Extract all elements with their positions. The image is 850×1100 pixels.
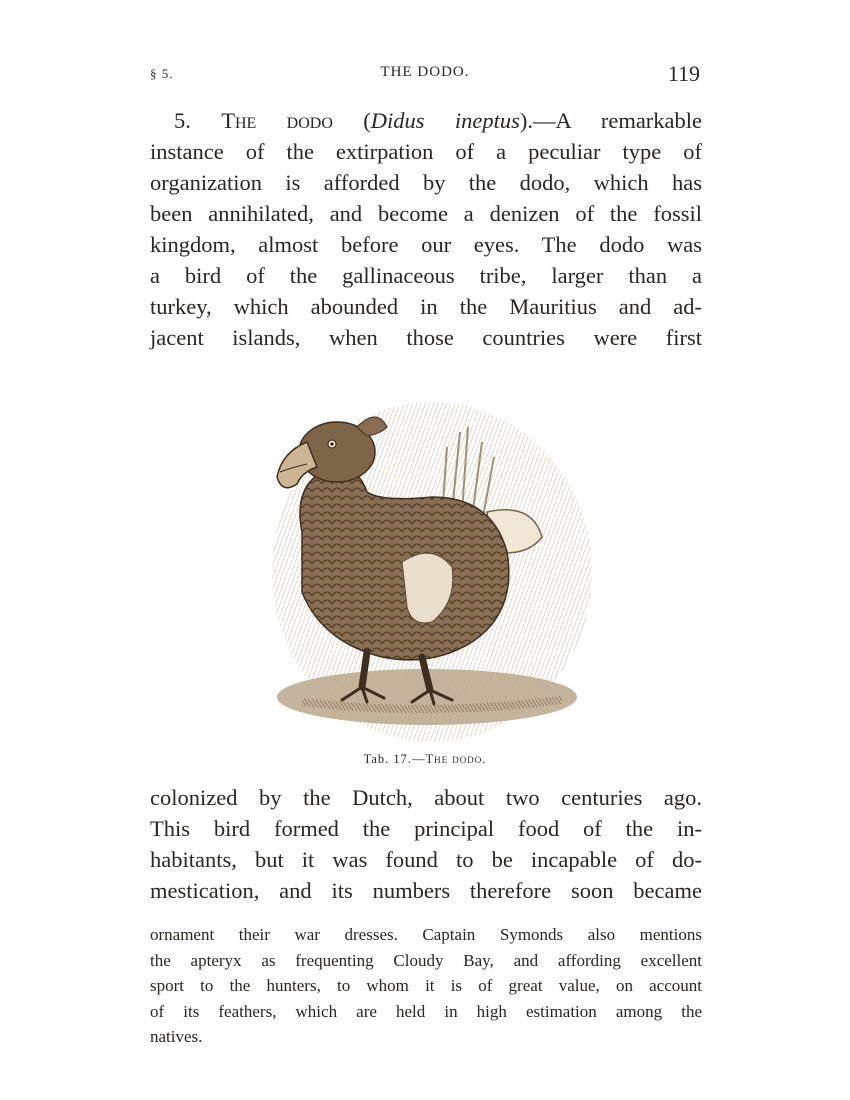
paragraph-number: 5. xyxy=(174,108,191,133)
text-line: colonized by the Dutch, about two centuries ago. xyxy=(150,785,702,810)
dodo-illustration xyxy=(262,372,592,742)
text-line: organization is afforded by the dodo, which has xyxy=(150,170,702,195)
footnote-line: ornament their war dresses. Captain Symonds also mentions xyxy=(150,925,702,944)
running-title: THE DODO. xyxy=(380,64,470,80)
running-header xyxy=(150,61,700,88)
figure-caption xyxy=(150,752,700,767)
species-name: Didus ineptus xyxy=(370,108,520,133)
footnote-line: natives. xyxy=(150,1027,203,1046)
paragraph-first-line xyxy=(150,105,702,136)
paragraph-dodo-continued xyxy=(150,782,702,906)
paragraph-dodo-intro xyxy=(150,105,702,353)
page-number: 119 xyxy=(667,61,700,86)
text-line: jacent islands, when those countries were first xyxy=(150,325,702,350)
section-mark: § 5. xyxy=(150,66,174,81)
footnote xyxy=(150,922,702,1050)
text-line: a bird of the gallinaceous tribe, larger than a xyxy=(150,263,702,288)
caption-prefix: Tab. 17.— xyxy=(363,752,426,766)
footnote-line: the apteryx as frequenting Cloudy Bay, and affording excellent xyxy=(150,950,702,970)
text-line: instance of the extirpation of a peculiar type of xyxy=(150,139,702,164)
footnote-line: of its feathers, which are held in high estimation among the xyxy=(150,1001,702,1021)
open-paren: ( xyxy=(363,108,371,133)
text-line: kingdom, almost before our eyes. The dodo was xyxy=(150,232,702,257)
text-line: This bird formed the principal food of the in- xyxy=(150,816,702,841)
text-line: habitants, but it was found to be incapable of do- xyxy=(150,847,702,872)
text-line: mestication, and its numbers therefore soon became xyxy=(150,878,702,903)
footnote-line: sport to the hunters, to whom it is of great value, on account xyxy=(150,976,702,995)
caption-title: The dodo. xyxy=(425,752,487,766)
section-heading: The dodo xyxy=(221,108,333,133)
dodo-engraving xyxy=(262,372,592,742)
text-line: been annihilated, and become a denizen of the fossil xyxy=(150,201,702,226)
heading-tail: ).—A remarkable xyxy=(519,108,703,133)
text-line: turkey, which abounded in the Mauritius and ad- xyxy=(150,294,702,319)
